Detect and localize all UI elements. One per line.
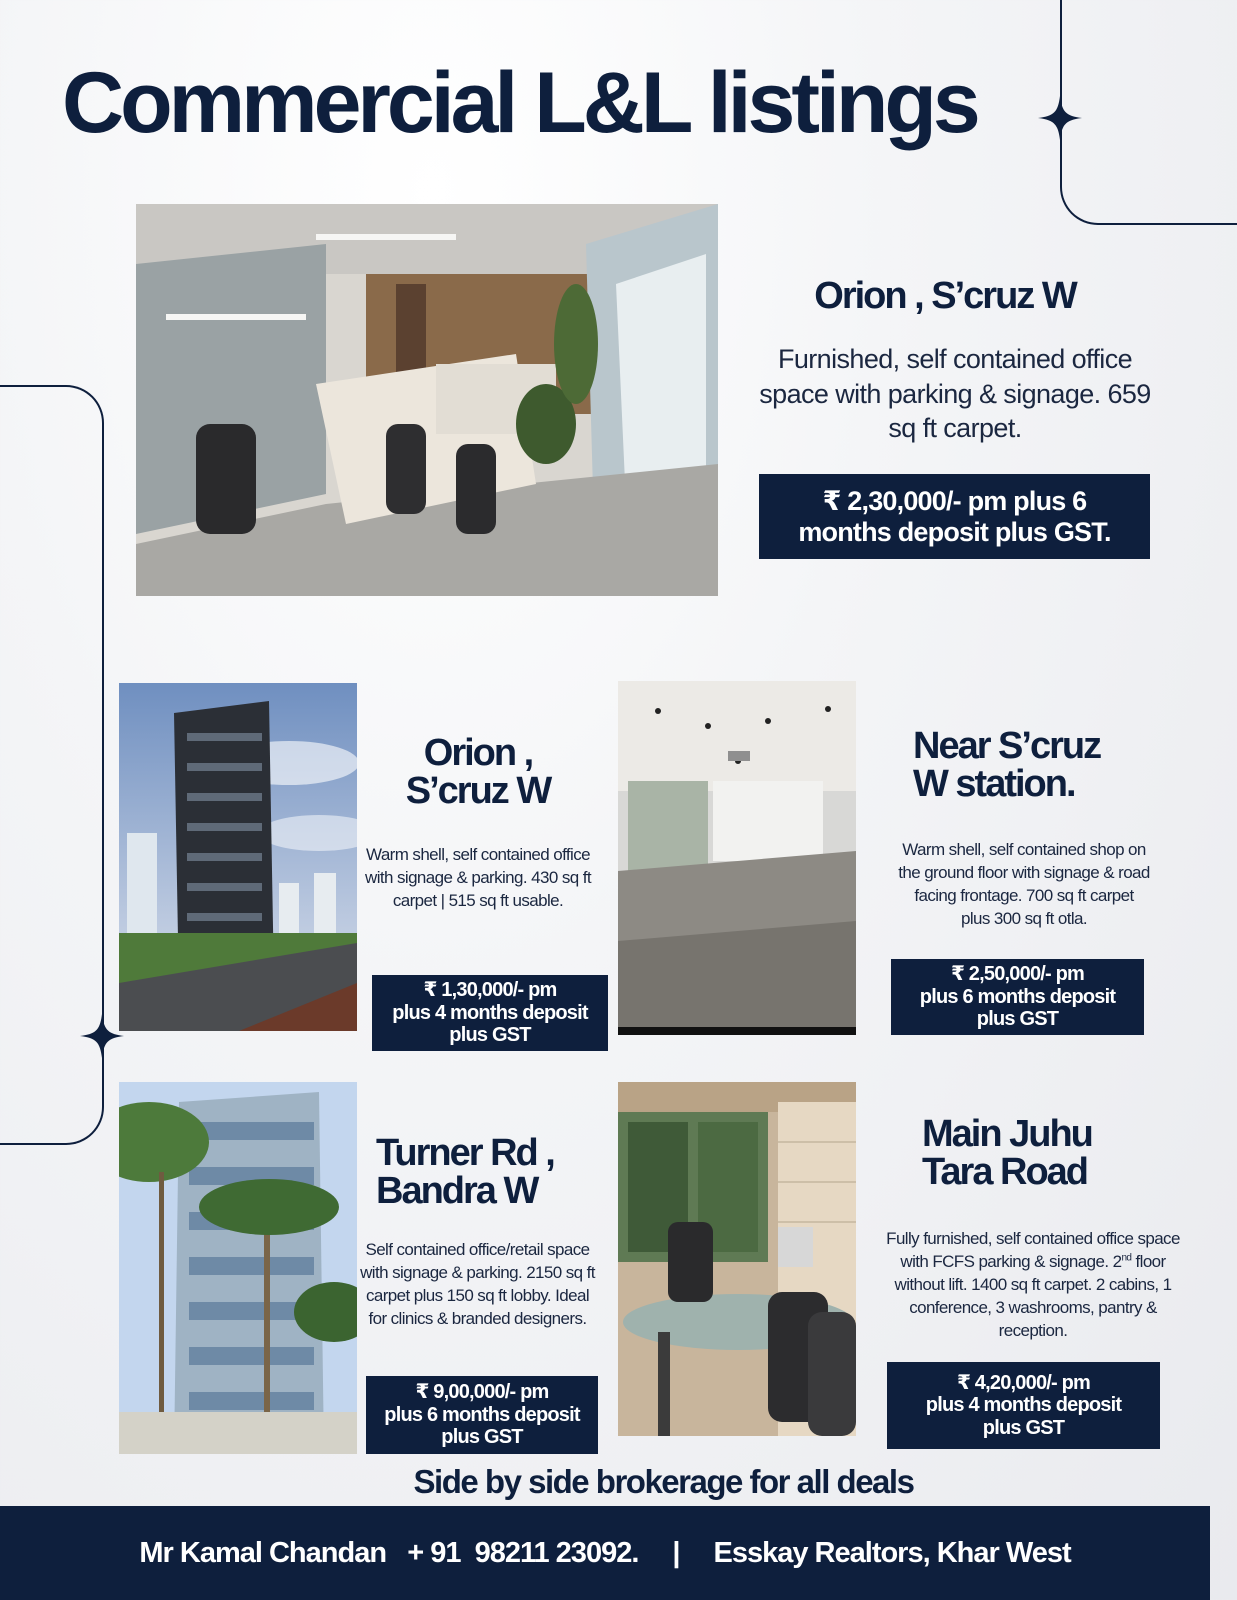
footer-company: Esskay Realtors, Khar West (713, 1536, 1071, 1569)
heading-line: Near S’cruz (913, 725, 1101, 767)
price-line: ₹ 4,20,000/- pm (956, 1371, 1091, 1394)
price-line: plus 4 months deposit (925, 1394, 1122, 1417)
price-line: plus GST (449, 1024, 531, 1047)
listing-4-heading (376, 1134, 616, 1210)
listing-1-photo (136, 204, 718, 596)
heading-line: S’cruz W (405, 770, 551, 812)
listing-3-photo (618, 681, 856, 1035)
sparkle-icon (80, 1014, 124, 1058)
footer-bar (0, 1506, 1210, 1600)
price-line: plus GST (441, 1426, 523, 1449)
listing-2-photo (119, 683, 357, 1031)
price-line: months deposit plus GST. (798, 516, 1111, 547)
listing-1-price-box (759, 474, 1150, 559)
footer-separator: | (672, 1536, 680, 1569)
listing-4-price-box (366, 1376, 598, 1454)
listing-4-photo (119, 1082, 357, 1454)
listing-5-heading (922, 1115, 1182, 1191)
price-line: ₹ 2,50,000/- pm (950, 963, 1085, 986)
listing-5-description (878, 1227, 1188, 1343)
decorative-frame-top (1060, 0, 1237, 225)
price-line: ₹ 9,00,000/- pm (415, 1381, 549, 1404)
listing-4-description: Self contained office/retail space with signage & parking. 2150 sq ft carpet plus 150 sq ft lobby. Ideal for clinics & branded designers. (360, 1240, 595, 1329)
heading-line: Tara Road (922, 1151, 1088, 1193)
listing-2-heading (363, 734, 593, 810)
listing-5-price-box (887, 1362, 1160, 1449)
listing-1-heading: Orion , S’cruz W (814, 275, 1076, 317)
description-text: Fully furnished, self contained office space with FCFS parking & signage. 2 (886, 1229, 1180, 1272)
price-line: plus 4 months deposit (392, 1001, 588, 1024)
listing-2-description: Warm shell, self contained office with signage & parking. 430 sq ft carpet | 515 sq ft usable. (365, 845, 591, 911)
page-title: Commercial L&L listings (62, 55, 977, 151)
listing-2-price-box (372, 975, 608, 1051)
heading-line: Orion , (423, 732, 533, 774)
heading-line: W station. (913, 763, 1075, 805)
heading-line: Turner Rd , (376, 1132, 554, 1174)
listing-5-photo (618, 1082, 856, 1436)
brokerage-note: Side by side brokerage for all deals (413, 1463, 914, 1500)
heading-line: Bandra W (376, 1170, 538, 1212)
ordinal-suffix: nd (1121, 1252, 1132, 1264)
price-line: plus GST (982, 1416, 1065, 1439)
listing-3-heading (913, 727, 1173, 803)
price-line: ₹ 2,30,000/- pm plus 6 (822, 486, 1087, 517)
sparkle-icon (1038, 96, 1082, 140)
heading-line: Main Juhu (922, 1113, 1092, 1155)
description-text: floor without lift. 1400 sq ft carpet. 2 cabins, 1 conference, 3 washrooms, pantry & reception. (894, 1252, 1172, 1341)
listing-3-price-box (891, 959, 1144, 1035)
price-line: plus 6 months deposit (919, 985, 1116, 1008)
price-line: plus 6 months deposit (384, 1403, 580, 1426)
listing-3-description: Warm shell, self contained shop on the ground floor with signage & road facing frontage. 700 sq ft carpet plus 300 sq ft otla. (898, 840, 1150, 929)
listing-1-description: Furnished, self contained office space with parking & signage. 659 sq ft carpet. (759, 344, 1151, 444)
price-line: plus GST (976, 1008, 1059, 1031)
footer-contact: Mr Kamal Chandan + 91 98211 23092. (139, 1536, 639, 1569)
price-line: ₹ 1,30,000/- pm (423, 979, 557, 1002)
